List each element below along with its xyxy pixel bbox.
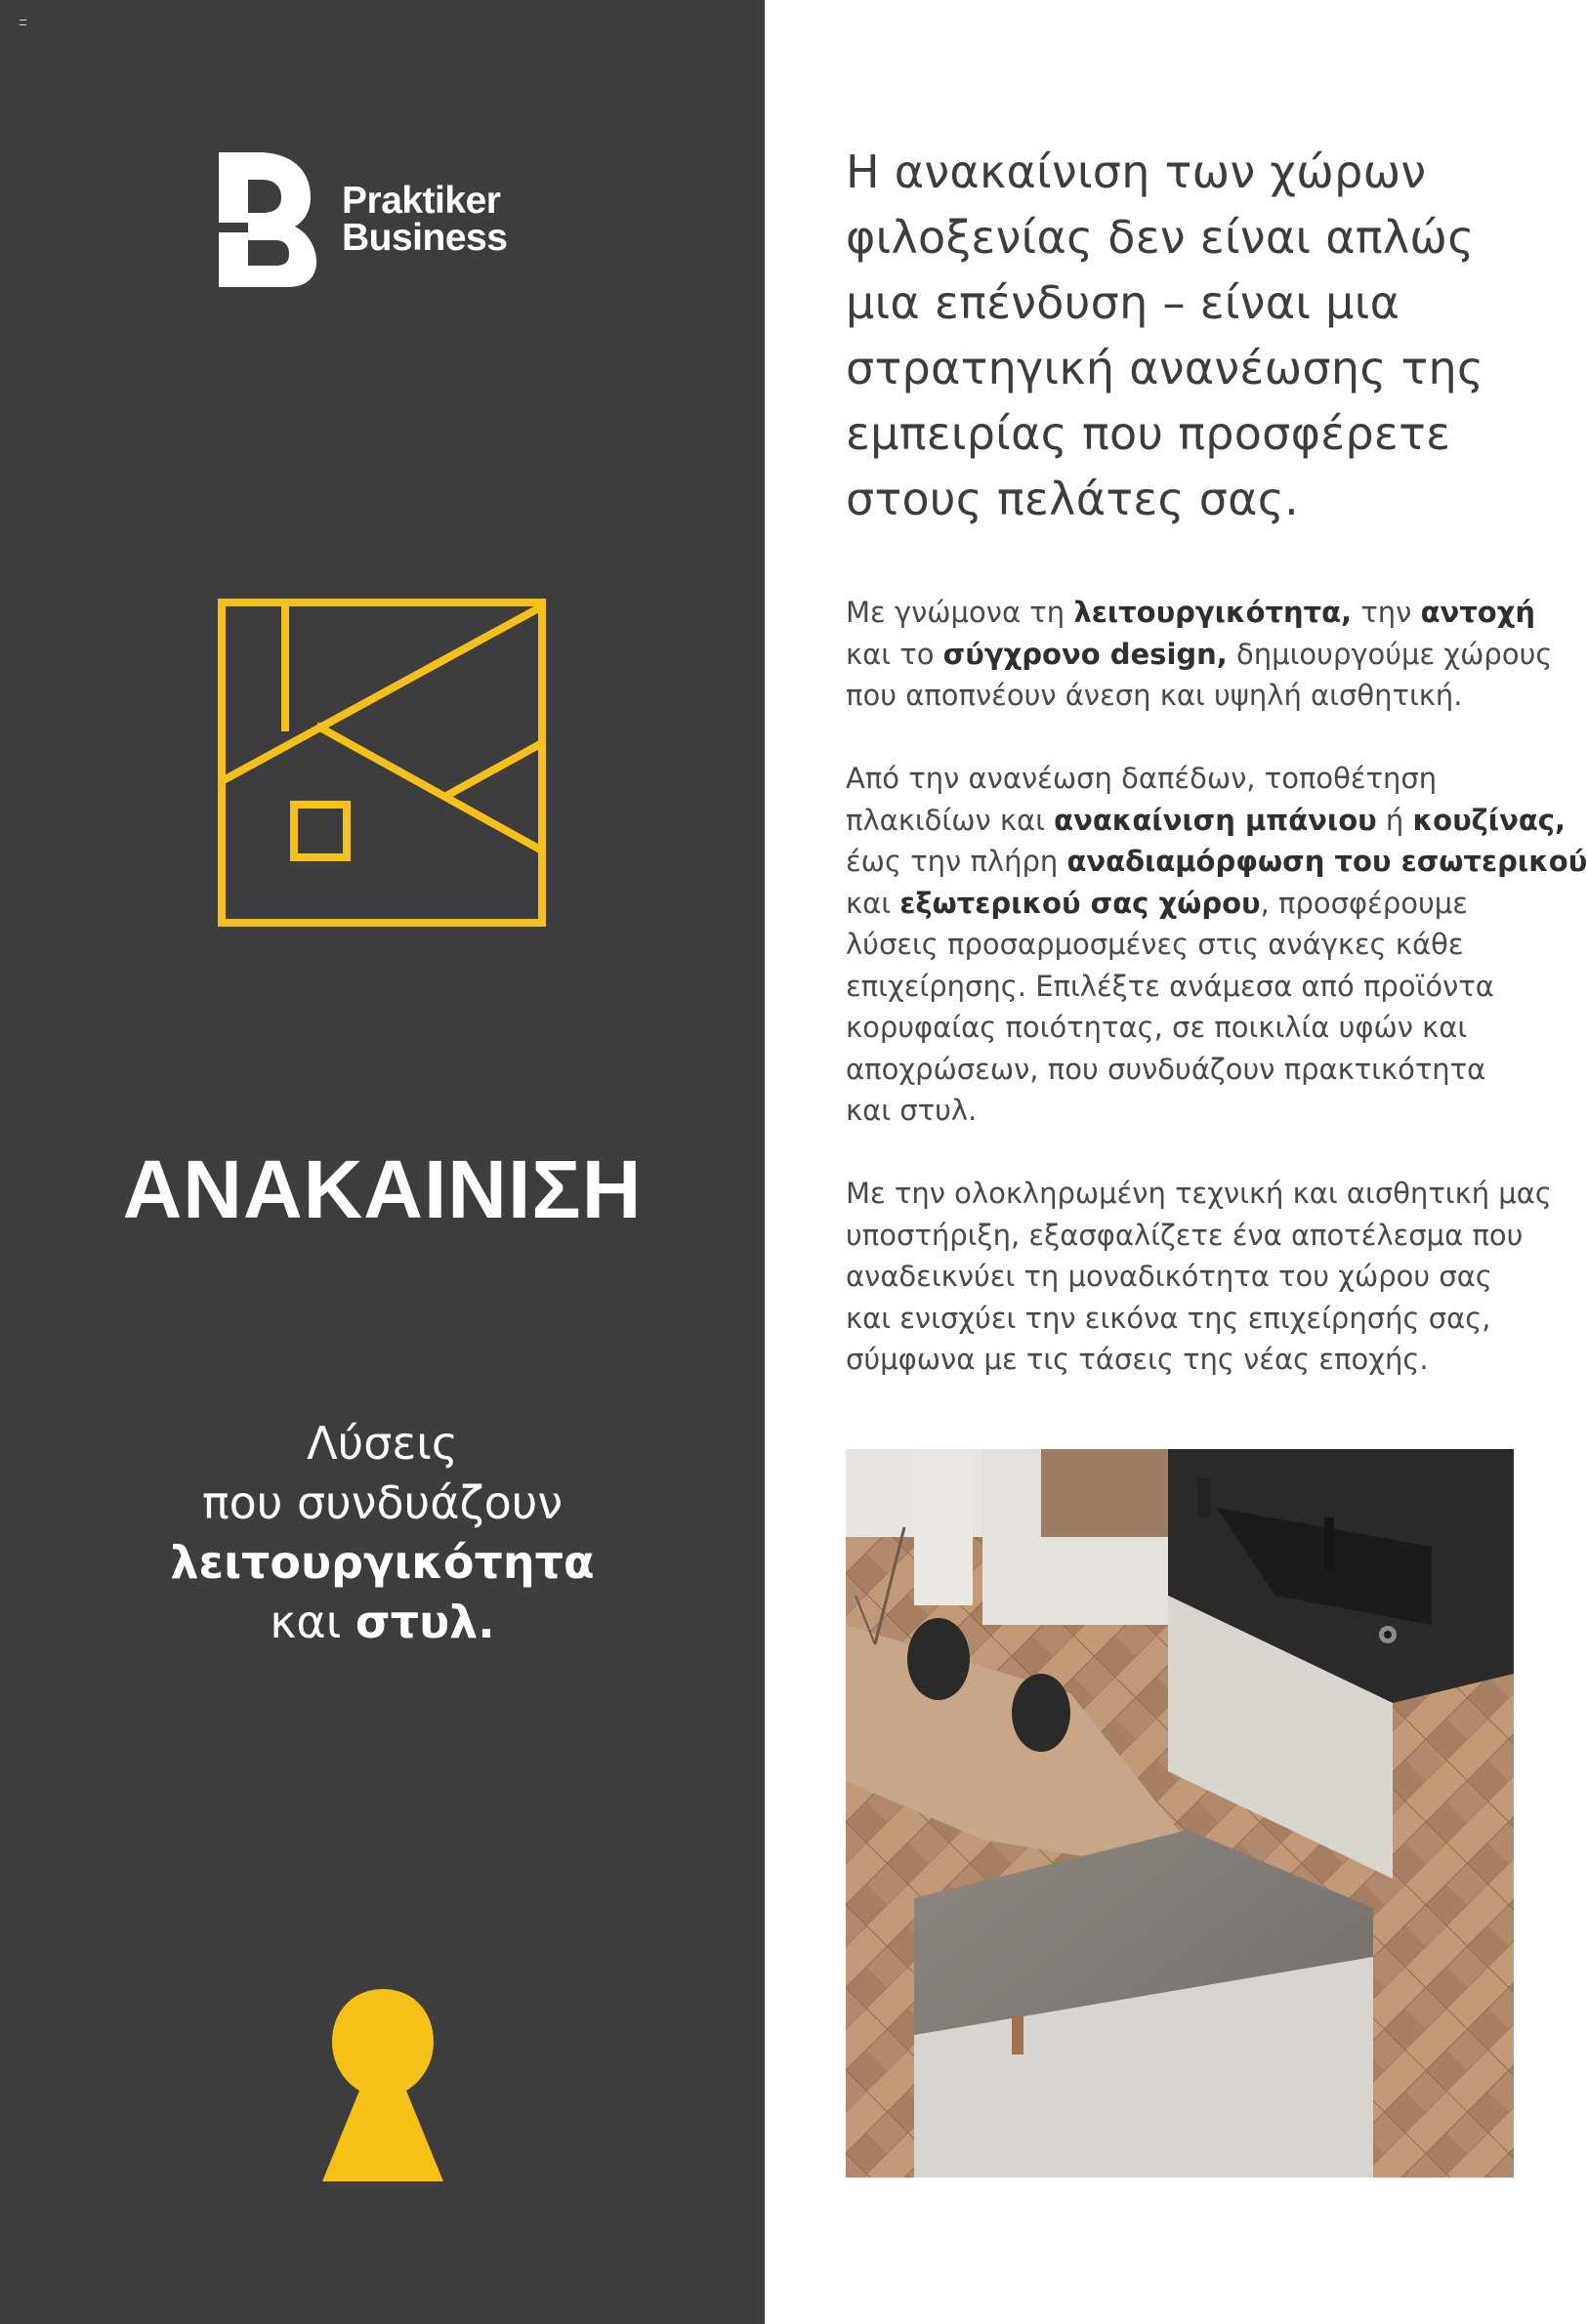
paragraph-line: λύσεις προσαρμοσμένες στις ανάγκες κάθε bbox=[846, 928, 1464, 961]
tagline bbox=[0, 1414, 765, 1652]
paragraph-line: και εξωτερικού σας χώρου, προσφέρουμε bbox=[846, 886, 1468, 920]
heading-line: εμπειρίας που προσφέρετε bbox=[846, 407, 1451, 460]
paragraph-line: και το σύγχρονο design, δημιουργούμε χώρους bbox=[846, 637, 1553, 671]
praktiker-business-logo bbox=[219, 152, 570, 289]
heading-line: στρατηγική ανανέωσης της bbox=[846, 342, 1484, 394]
paragraph-line: υποστήριξη, εξασφαλίζετε ένα αποτέλεσμα που bbox=[846, 1218, 1524, 1252]
house-outline-icon bbox=[218, 599, 546, 927]
tagline-line bbox=[0, 1593, 765, 1652]
paragraph-line: Με την ολοκληρωμένη τεχνική και αισθητική μας bbox=[846, 1177, 1552, 1210]
section-title: ΑΝΑΚΑΙΝΙΣΗ bbox=[122, 1143, 643, 1235]
paragraph-2 bbox=[846, 758, 1587, 1132]
paragraph-3 bbox=[846, 1173, 1552, 1381]
paragraph-line: που αποπνέουν άνεση και υψηλή αισθητική. bbox=[846, 679, 1463, 712]
tagline-text: και bbox=[270, 1596, 355, 1648]
paragraph-line: σύμφωνα με τις τάσεις της νέας εποχής. bbox=[846, 1343, 1429, 1376]
intro-heading bbox=[846, 140, 1500, 532]
paragraph-line: και ενισχύει την εικόνα της επιχείρησής σας, bbox=[846, 1301, 1491, 1335]
heading-line: μια επένδυση – είναι μια bbox=[846, 276, 1400, 329]
paragraph-line: κορυφαίας ποιότητας, σε ποικιλία υφών και bbox=[846, 1011, 1468, 1044]
paragraph-line: αναδεικνύει τη μοναδικότητα του χώρου σας bbox=[846, 1260, 1492, 1293]
left-panel bbox=[0, 0, 765, 2324]
tagline-text-bold: στυλ. bbox=[355, 1596, 495, 1648]
paragraph-1 bbox=[846, 592, 1553, 717]
brand-name-line2: Business bbox=[342, 217, 508, 259]
corner-mark bbox=[20, 20, 26, 25]
paragraph-line: Με γνώμονα τη λειτουργικότητα, την αντοχή bbox=[846, 596, 1536, 629]
kitchen-photo bbox=[846, 1449, 1514, 2178]
paragraph-line: επιχείρησης. Επιλέξτε ανάμεσα από προϊόντα bbox=[846, 969, 1494, 1003]
paragraph-line: και στυλ. bbox=[846, 1094, 978, 1127]
brand-name-line1: Praktiker bbox=[342, 180, 501, 222]
tagline-line-bold: λειτουργικότητα bbox=[170, 1536, 595, 1589]
keyhole-icon bbox=[322, 1989, 443, 2181]
paragraph-line: πλακιδίων και ανακαίνιση μπάνιου ή κουζίνας, bbox=[846, 803, 1566, 837]
heading-line: στους πελάτες σας. bbox=[846, 473, 1300, 525]
logo-b-mark-icon bbox=[219, 152, 316, 287]
paragraph-line: Από την ανανέωση δαπέδων, τοποθέτηση bbox=[846, 762, 1438, 795]
heading-line: φιλοξενίας δεν είναι απλώς bbox=[846, 211, 1475, 264]
paragraph-line: αποχρώσεων, που συνδυάζουν πρακτικότητα bbox=[846, 1052, 1486, 1086]
tagline-line: που συνδυάζουν bbox=[201, 1476, 564, 1529]
tagline-line: Λύσεις bbox=[307, 1417, 458, 1470]
paragraph-line: έως την πλήρη αναδιαμόρφωση του εσωτερικού bbox=[846, 845, 1587, 878]
heading-line: Η ανακαίνιση των χώρων bbox=[846, 145, 1427, 198]
